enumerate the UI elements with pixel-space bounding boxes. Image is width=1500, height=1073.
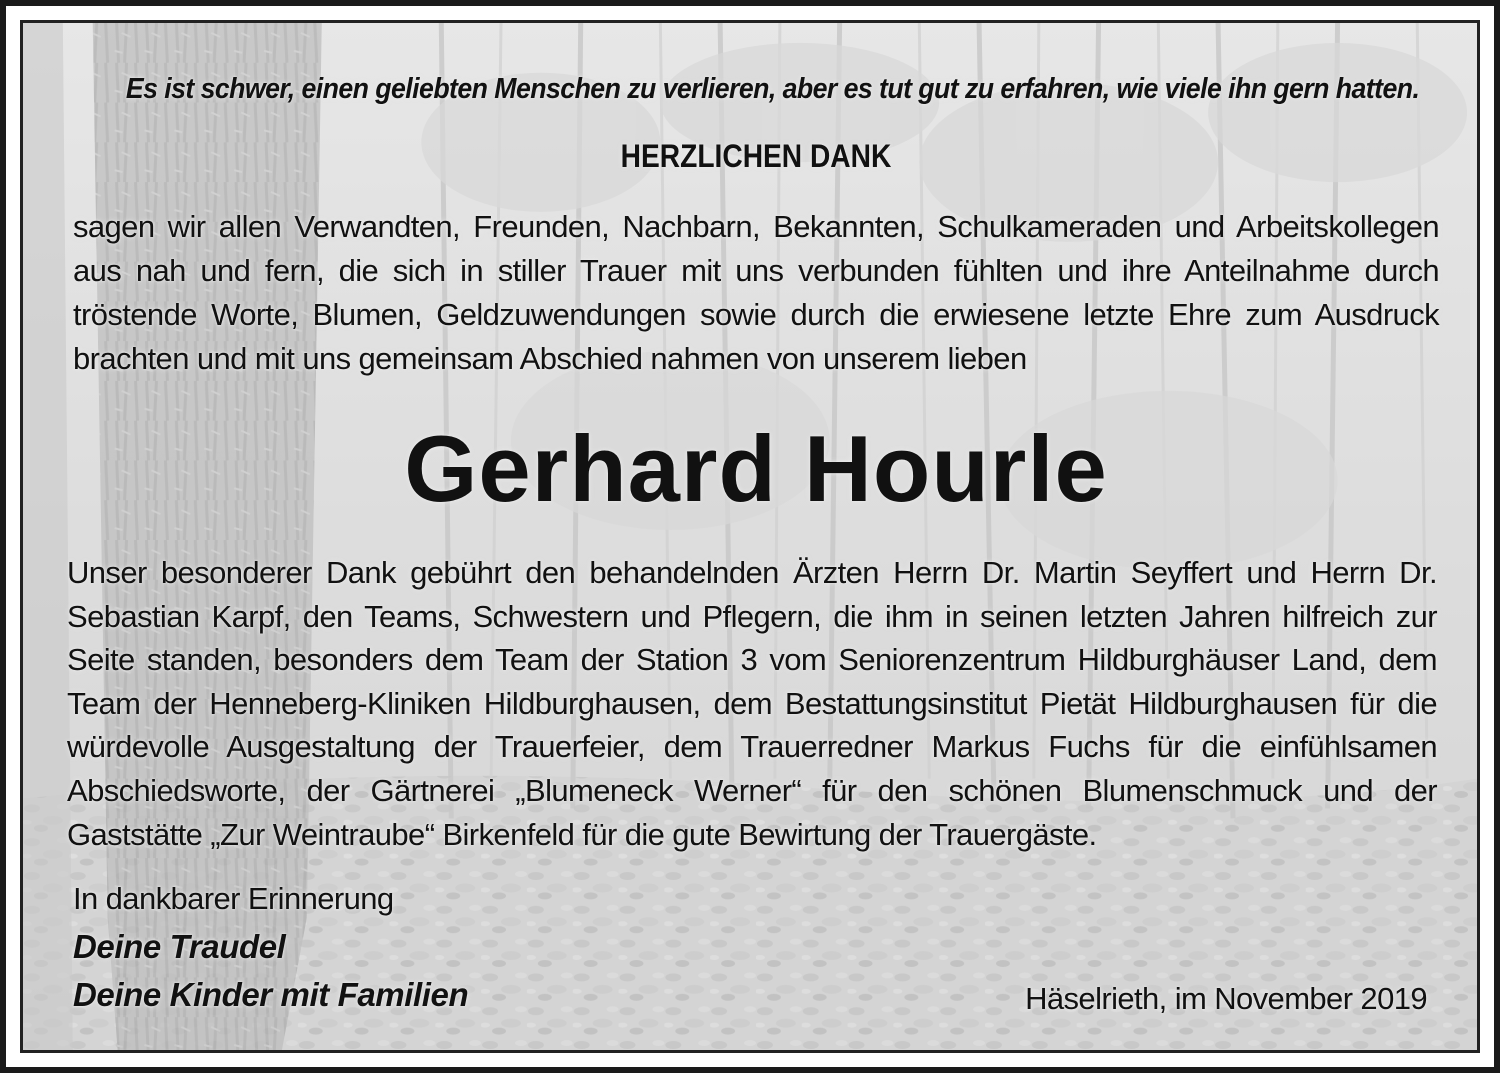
signature-traudel: Deine Traudel (73, 928, 286, 965)
heading-thanks: HERZLICHEN DANK (620, 138, 892, 174)
intro-paragraph: sagen wir allen Verwandten, Freunden, Nachbarn, Bekannten, Schulkameraden und Arbeitskollegen aus nah und fern, die sich in stiller Trauer mit uns verbunden fühlten und ihre Anteilnahme durch tröstende Worte, Blumen, Geldzuwendungen sowie durch die erwiesene letzte Ehre zum Ausdruck brachten und mit uns gemeinsam Abschied nahmen von unserem lieben (73, 209, 1439, 376)
deceased-name: Gerhard Hourle (404, 416, 1108, 521)
thanks-paragraph: Unser besonderer Dank gebührt den behandelnden Ärzten Herrn Dr. Martin Seyffert und Herrn Dr. Sebastian Karpf, den Teams, Schwestern und Pflegern, die ihm in seinen letzten Jahren hilfreich zur Seite standen, besonders dem Team der Station 3 vom Seniorenzentrum Hildburghäuser Land, dem Team der Henneberg-Kliniken Hildburghausen, dem Bestattungsinstitut Pietät Hildburghausen für die würdevolle Ausgestaltung der Trauerfeier, dem Trauerredner Markus Fuchs für die einfühlsamen Abschiedsworte, der Gärtnerei „Blumeneck Werner“ für den schönen Blumenschmuck und der Gaststätte „Zur Weintraube“ Birkenfeld für die gute Bewirtung der Trauergäste. (67, 555, 1437, 852)
motto-quote: Es ist schwer, einen geliebten Menschen zu verlieren, aber es tut gut zu erfahren, wie viele ihn gern hatten. (125, 73, 1420, 105)
place-date: Häselrieth, im November 2019 (1025, 981, 1427, 1016)
signature-children: Deine Kinder mit Familien (73, 976, 469, 1013)
closing-line: In dankbarer Erinnerung (73, 881, 394, 916)
notice-inner-frame (20, 20, 1480, 1053)
